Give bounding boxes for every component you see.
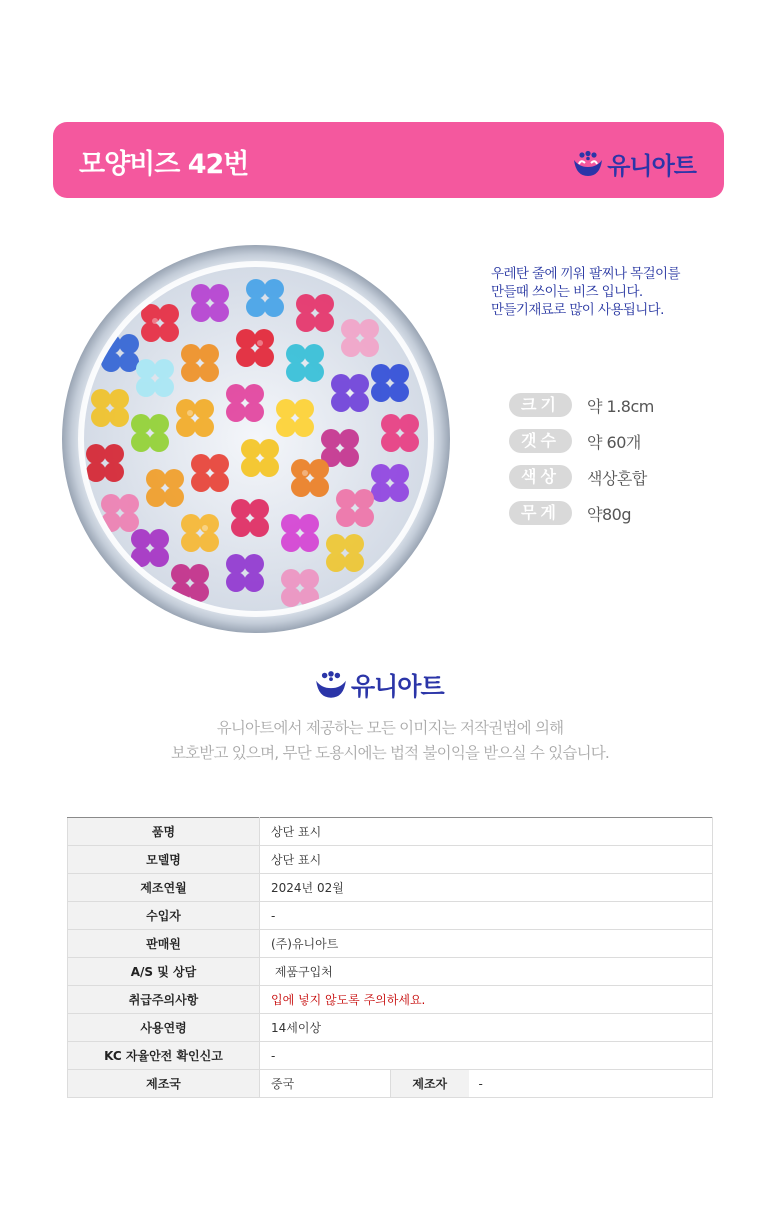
table-value: 중국 [260, 1070, 391, 1098]
table-value: - [260, 1042, 713, 1070]
table-key: 수입자 [68, 902, 260, 930]
spec-label: 크기 [509, 393, 572, 417]
spec-value: 약80g [587, 504, 631, 524]
table-row [68, 874, 713, 902]
table-value: - [260, 902, 713, 930]
product-info-table [67, 817, 713, 1098]
table-row [68, 958, 713, 986]
table-row [68, 1070, 713, 1098]
copyright-notice [0, 716, 780, 766]
spec-value: 색상혼합 [587, 468, 647, 488]
brand-name: 유니아트 [351, 672, 444, 701]
spec-row-size [509, 393, 654, 417]
table-value: - [469, 1070, 713, 1098]
table-key: 제조연월 [68, 874, 260, 902]
brand-name: 유니아트 [607, 152, 696, 180]
spec-label: 갯수 [509, 429, 572, 453]
brand-logo [571, 146, 696, 181]
spec-value: 약 60개 [587, 432, 641, 452]
product-image [60, 243, 452, 635]
copyright-line: 유니아트에서 제공하는 모든 이미지는 저작권법에 의해 [216, 719, 564, 737]
table-key: A/S 및 상담 [68, 958, 260, 986]
table-key: 품명 [68, 818, 260, 846]
table-row [68, 1042, 713, 1070]
table-key: 취급주의사항 [68, 986, 260, 1014]
table-row [68, 1014, 713, 1042]
table-key: 판매원 [68, 930, 260, 958]
page-title: 모양비즈 42번 [79, 149, 249, 180]
spec-list [509, 393, 654, 537]
table-value: 제품구입처 [260, 958, 713, 986]
table-row [68, 846, 713, 874]
table-row [68, 818, 713, 846]
table-key: 제조자 [391, 1070, 469, 1098]
table-key: 사용연령 [68, 1014, 260, 1042]
table-key: 제조국 [68, 1070, 260, 1098]
table-value: 14세이상 [260, 1014, 713, 1042]
product-description [491, 265, 731, 319]
spec-row-count [509, 429, 654, 453]
table-row [68, 930, 713, 958]
table-value: (주)유니아트 [260, 930, 713, 958]
table-key: 모델명 [68, 846, 260, 874]
table-value: 상단 표시 [260, 818, 713, 846]
description-line: 만들기재료로 많이 사용됩니다. [491, 302, 664, 318]
title-bar [53, 122, 724, 198]
spec-row-weight [509, 501, 654, 525]
spec-label: 무게 [509, 501, 572, 525]
description-line: 만들때 쓰이는 비즈 입니다. [491, 284, 643, 300]
table-row [68, 902, 713, 930]
uniart-logo-icon [571, 150, 605, 178]
spec-row-color [509, 465, 654, 489]
spec-value: 약 1.8cm [587, 396, 654, 416]
spec-label: 색상 [509, 465, 572, 489]
table-key: KC 자율안전 확인신고 [68, 1042, 260, 1070]
table-value: 상단 표시 [260, 846, 713, 874]
uniart-logo-icon [313, 670, 349, 700]
brand-logo-center [313, 667, 444, 703]
table-value-warning: 입에 넣지 않도록 주의하세요. [260, 986, 713, 1014]
table-row [68, 986, 713, 1014]
description-line: 우레탄 줄에 끼워 팔찌나 목걸이를 [491, 266, 680, 282]
copyright-line: 보호받고 있으며, 무단 도용시에는 법적 불이익을 받으실 수 있습니다. [170, 744, 610, 762]
table-value: 2024년 02월 [260, 874, 713, 902]
